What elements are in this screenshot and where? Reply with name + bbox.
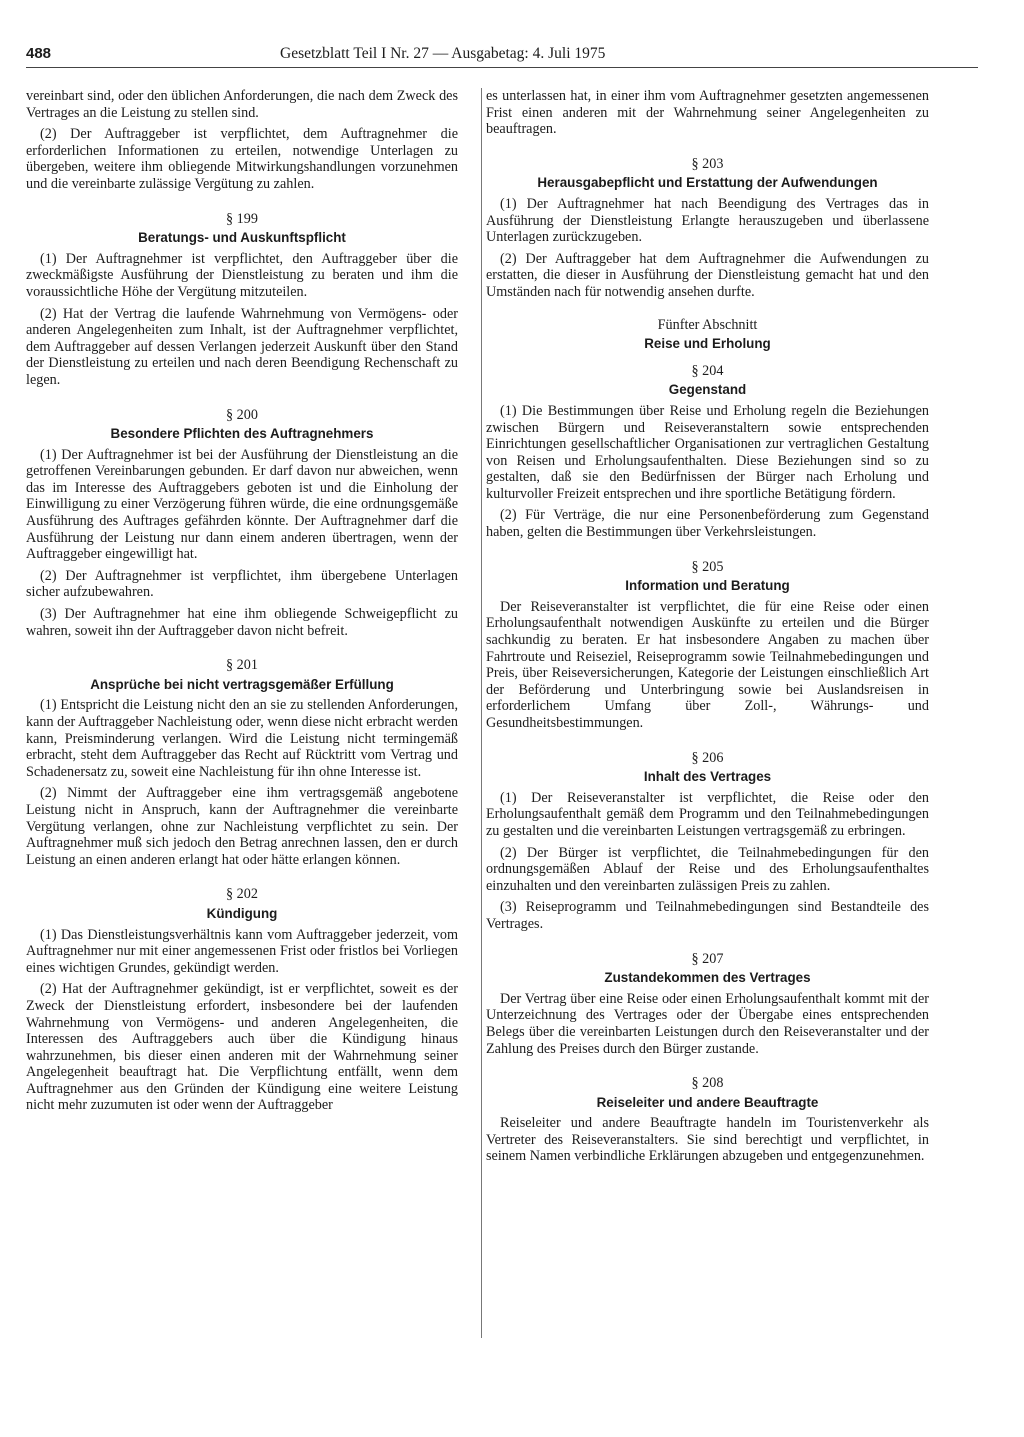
section-number: § 204 bbox=[691, 362, 724, 379]
paragraph: (2) Hat der Auftragnehmer gekündigt, ist er verpflichtet, soweit es der Zweck der Dienstleistung erfordert, insbesondere bei der laufenden Wahrnehmung von Vermögens- und anderen Angelegenheiten, die Interessen des Auftraggebers auch über die Kündigung hinaus wahrzunehmen, bis dieser einen anderen mit der Wahrnehmung seiner Angelegenheit beauftragt hat. Die Verpflichtung entfällt, wenn dem Auftragnehmer aus den Gründen der Kündigung eine weitere Leistung nicht mehr zuzumuten ist oder wenn der Auftraggeber bbox=[26, 981, 458, 1114]
section-number: § 202 bbox=[226, 886, 258, 903]
section-number: § 206 bbox=[691, 749, 724, 766]
section-title: Zustandekommen des Vertrages bbox=[604, 970, 811, 986]
paragraph: (1) Der Auftragnehmer ist bei der Ausführung der Dienstleistung an die getroffenen Vereinbarungen gebunden. Er darf davon nur abweichen, wenn das im Interesse des Auftraggebers geboten ist und die Einholung der Einwilligung zu einer Verzögerung führen würde, die eine ordnungsgemäße Ausführung des Auftrages gefährden könnte. Der Auftragnehmer darf die Ausführung der Leistung nur dann einem anderen übertragen, wenn der Auftraggeber eingewilligt hat. bbox=[26, 446, 458, 563]
paragraph: (2) Der Auftraggeber hat dem Auftragnehmer die Aufwendungen zu erstatten, die dieser in Ausführung der Dienstleistung gemacht hat und den Umständen nach für notwendig ansehen durfte. bbox=[486, 250, 929, 300]
column-divider bbox=[481, 88, 482, 1338]
paragraph: (1) Entspricht die Leistung nicht den an sie zu stellenden Anforderungen, kann der Auftraggeber Nachleistung oder, wenn diese nicht erbracht werden kann, Preisminderung verlangen. Wird die Leistung nicht termingemäß erbracht, steht dem Auftraggeber das Recht auf Rücktritt vom Vertrag und Schadenersatz zu, soweit eine Nachleistung für ihn ohne Interesse ist. bbox=[26, 697, 458, 780]
header-rule bbox=[26, 67, 978, 68]
section-number: § 201 bbox=[226, 657, 258, 674]
section-title: Ansprüche bei nicht vertragsgemäßer Erfüllung bbox=[90, 676, 394, 692]
section-title: Inhalt des Vertrages bbox=[643, 769, 772, 785]
left-column bbox=[26, 88, 458, 1119]
paragraph: (2) Nimmt der Auftraggeber eine ihm vertragsgemäß angebotene Leistung nicht in Anspruch, kann der Auftragnehmer die vereinbarte Vergütung verlangen, ohne zur Nachleistung verpflichtet zu sein. Der Auftragnehmer muß sich jedoch den Betrag anrechnen lassen, den er durch Leistung an einen anderen erlangt hat oder hätte erlangen können. bbox=[26, 785, 458, 868]
paragraph: (2) Der Auftraggeber ist verpflichtet, dem Auftragnehmer die erforderlichen Informationen zu erteilen, notwendige Unterlagen zu übergeben, weitere ihm obliegende Mitwirkungshandlungen vorzunehmen und die vereinbarte zulässige Vergütung zu zahlen. bbox=[26, 126, 458, 192]
paragraph: vereinbart sind, oder den üblichen Anforderungen, die nach dem Zweck des Vertrages an die Leistung zu stellen sind. bbox=[26, 88, 458, 121]
paragraph: (2) Der Auftragnehmer ist verpflichtet, ihm übergebene Unterlagen sicher aufzubewahren. bbox=[26, 567, 458, 601]
paragraph: (1) Der Auftragnehmer hat nach Beendigung des Vertrages das in Ausführung der Dienstleistung Erlangte herauszugeben und überlassene Unterlagen zurückzugeben. bbox=[486, 195, 929, 246]
paragraph: (1) Der Reiseveranstalter ist verpflichtet, die Reise oder den Erholungsaufenthalt gemäß dem Programm und den Teilnahmebedingungen zu gestalten und die vereinbarten Leistungen vertragsgemäß zu erbringen. bbox=[486, 789, 929, 839]
section-number: § 207 bbox=[691, 950, 724, 967]
section-title: Kündigung bbox=[206, 905, 278, 921]
section-title: Information und Beratung bbox=[625, 578, 790, 594]
paragraph: (1) Die Bestimmungen über Reise und Erholung regeln die Beziehungen zwischen Bürgern und Reiseveranstaltern sowie entsprechenden Einrichtungen gesellschaftlicher Organisationen zur vertraglichen Gestaltung von Reisen und Erholungsaufenthalten. Diese Beziehungen sind so zu gestalten, daß sie den Bedürfnissen der Bürger nach Erholung und kulturvoller Freizeit entsprechen und ihre sportliche Betätigung fördern. bbox=[486, 402, 929, 502]
paragraph: (3) Der Auftragnehmer hat eine ihm obliegende Schweigepflicht zu wahren, soweit ihn der Auftraggeber davon nicht befreit. bbox=[26, 606, 458, 639]
paragraph: Der Vertrag über eine Reise oder einen Erholungsaufenthalt kommt mit der Unterzeichnung des Vertrages oder der Übergabe eines entsprechenden Belegs über die vereinbarten Leistungen durch den Reiseveranstalter und der Zahlung des Preises durch den Bürger zustande. bbox=[486, 990, 929, 1057]
right-column bbox=[486, 88, 929, 1170]
section-title: Herausgabepflicht und Erstattung der Aufwendungen bbox=[537, 175, 878, 191]
paragraph: (2) Der Bürger ist verpflichtet, die Teilnahmebedingungen für den ordnungsgemäßen Ablauf der Reise und des Erholungsaufenthaltes einzuhalten und den vereinbarten zulässigen Preis zu zahlen. bbox=[486, 844, 929, 894]
chapter-number: Fünfter Abschnitt bbox=[657, 316, 758, 333]
paragraph: Der Reiseveranstalter ist verpflichtet, die für eine Reise oder einen Erholungsaufenthalt notwendigen Auskünfte zu erteilen und die Bürger sachkundig zu beraten. Er hat insbesondere Angaben zu machen über Fahrtroute und Reiseziel, Reiseprogramm sowie Teilnahmebedingungen und Preis, über Reiseversicherungen, Kategorie der Leistungen einschließlich Art der Beförderung und Unterbringung sowie bei Auslandsreisen in erforderlichem Umfang über Zoll-, Währungs- und Gesundheitsbestimmungen. bbox=[486, 598, 929, 731]
section-title: Gegenstand bbox=[668, 382, 747, 398]
paragraph: (3) Reiseprogramm und Teilnahmebedingungen sind Bestandteile des Vertrages. bbox=[486, 899, 929, 932]
section-title: Beratungs- und Auskunftspflicht bbox=[138, 230, 346, 246]
section-number: § 205 bbox=[691, 558, 724, 575]
page-number: 488 bbox=[26, 45, 52, 62]
header-title: Gesetzblatt Teil I Nr. 27 — Ausgabetag: 4. Juli 1975 bbox=[280, 45, 606, 62]
section-number: § 200 bbox=[226, 406, 258, 423]
paragraph: (1) Der Auftragnehmer ist verpflichtet, den Auftraggeber über die zweckmäßigste Ausführung der Dienstleistung zu beraten und ihm die voraussichtliche Höhe der Vergütung mitzuteilen. bbox=[26, 250, 458, 300]
section-title: Besondere Pflichten des Auftragnehmers bbox=[110, 426, 374, 442]
section-number: § 199 bbox=[226, 210, 258, 227]
chapter-title: Reise und Erholung bbox=[644, 336, 771, 352]
section-number: § 203 bbox=[691, 155, 724, 172]
paragraph: (1) Das Dienstleistungsverhältnis kann vom Auftraggeber jederzeit, vom Auftragnehmer nur mit einer angemessenen Frist oder fristlos bei Vorliegen eines wichtigen Grundes, gekündigt werden. bbox=[26, 926, 458, 976]
section-title: Reiseleiter und andere Beauftragte bbox=[596, 1094, 819, 1110]
paragraph: (2) Für Verträge, die nur eine Personenbeförderung zum Gegenstand haben, gelten die Bestimmungen über Verkehrsleistungen. bbox=[486, 507, 929, 541]
section-number: § 208 bbox=[691, 1075, 724, 1092]
paragraph: (2) Hat der Vertrag die laufende Wahrnehmung von Vermögens- oder anderen Angelegenheiten zum Inhalt, ist der Auftragnehmer verpflichtet, dem Auftraggeber auf dessen Verlangen jederzeit Auskunft über den Stand der Dienstleistung zu erteilen und nach deren Beendigung Rechenschaft zu legen. bbox=[26, 305, 458, 388]
paragraph: es unterlassen hat, in einer ihm vom Auftragnehmer gesetzten angemessenen Frist einen anderen mit der Wahrnehmung seiner Angelegenheiten zu beauftragen. bbox=[486, 88, 929, 138]
paragraph: Reiseleiter und andere Beauftragte handeln im Touristenverkehr als Vertreter des Reiseveranstalters. Sie sind berechtigt und verpflichtet, in seinem Namen verbindliche Erklärungen abzugeben und entgegenzunehmen. bbox=[486, 1115, 929, 1165]
